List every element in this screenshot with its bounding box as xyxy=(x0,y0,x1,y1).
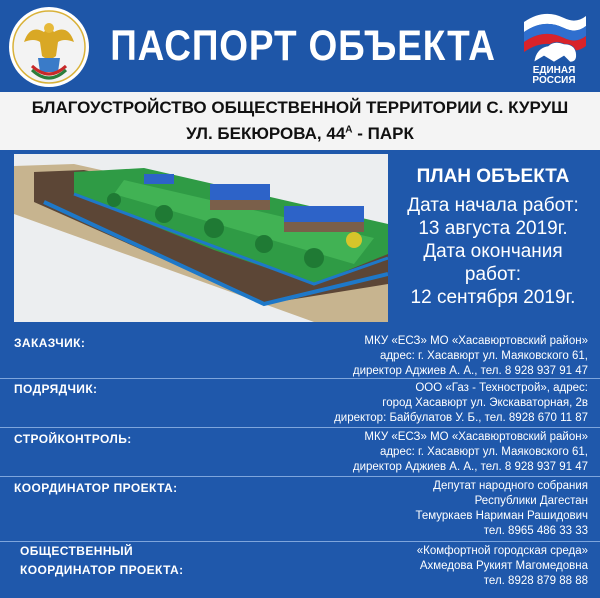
detail-line: МКУ «ЕСЗ» МО «Хасавюртовский район» xyxy=(364,431,588,443)
object-name-line-2 xyxy=(0,124,600,144)
detail-line: адрес: г. Хасавюрт ул. Маяковского 61, xyxy=(379,446,588,458)
start-label: Дата начала работ: xyxy=(407,195,579,216)
detail-line: директор: Байбулатов У. Б., тел. 8928 670 11 87 xyxy=(334,412,588,424)
object-plan-image xyxy=(14,154,388,322)
customer-label: ЗАКАЗЧИК: xyxy=(14,336,86,350)
detail-line: Темуркаев Нариман Рашидович xyxy=(415,510,588,522)
detail-line: тел. 8928 879 88 88 xyxy=(483,575,588,587)
detail-line: директор Аджиев А. А., тел. 8 928 937 91 47 xyxy=(352,365,588,377)
page-title: ПАСПОРТ ОБЪЕКТА xyxy=(110,21,496,70)
detail-line: Ахмедова Рукият Магомедовна xyxy=(419,560,588,572)
project-coordinator-info xyxy=(415,479,588,539)
park-model-render xyxy=(14,154,388,322)
contractor-info xyxy=(334,381,588,426)
end-label-1: Дата окончания xyxy=(423,241,563,262)
plan-heading: ПЛАН ОБЪЕКТА xyxy=(416,166,570,187)
object-name-line-1: БЛАГОУСТРОЙСТВО ОБЩЕСТВЕННОЙ ТЕРРИТОРИИ С. КУРУШ xyxy=(31,98,569,117)
public-coordinator-label-1: ОБЩЕСТВЕННЫЙ xyxy=(20,544,134,558)
start-date: 13 августа 2019г. xyxy=(418,218,568,239)
party-bear-flag-icon xyxy=(514,4,594,66)
party-logo xyxy=(514,4,594,90)
public-coordinator-label-2: КООРДИНАТОР ПРОЕКТА: xyxy=(20,563,184,577)
customer-info xyxy=(353,334,588,379)
construction-control-label: СТРОЙКОНТРОЛЬ: xyxy=(14,432,132,446)
public-coordinator-info xyxy=(417,544,588,589)
detail-line: ООО «Газ - Технострой», адрес: xyxy=(415,382,588,394)
party-name-line-2: РОССИЯ xyxy=(532,75,576,86)
plan-panel xyxy=(390,166,596,309)
detail-line: город Хасавюрт ул. Экскаваторная, 2в xyxy=(382,397,588,409)
customer-row xyxy=(0,330,600,379)
detail-line: тел. 8965 486 33 33 xyxy=(483,525,588,537)
end-label-2: работ: xyxy=(464,264,522,285)
header xyxy=(0,0,600,92)
public-coordinator-row xyxy=(0,542,600,596)
detail-line: директор Аджиев А. А., тел. 8 928 937 91 47 xyxy=(352,461,588,473)
object-address-letter: А xyxy=(345,124,353,136)
detail-line: «Комфортной городская среда» xyxy=(416,545,588,557)
party-name xyxy=(514,66,594,86)
object-address: УЛ. БЕКЮРОВА, 44 xyxy=(186,124,346,143)
detail-line: Депутат народного собрания xyxy=(433,480,588,492)
contractor-label: ПОДРЯДЧИК: xyxy=(14,382,98,396)
project-coordinator-label: КООРДИНАТОР ПРОЕКТА: xyxy=(14,481,178,495)
party-name-line-1: ЕДИНАЯ xyxy=(532,65,576,76)
detail-line: адрес: г. Хасавюрт ул. Маяковского 61, xyxy=(379,350,588,362)
detail-line: МКУ «ЕСЗ» МО «Хасавюртовский район» xyxy=(364,335,588,347)
construction-control-info xyxy=(353,430,588,475)
public-coordinator-label xyxy=(20,544,184,577)
object-type: - ПАРК xyxy=(352,124,414,143)
detail-line: Республики Дагестан xyxy=(474,495,588,507)
construction-control-row xyxy=(0,428,600,477)
contractor-row xyxy=(0,379,600,428)
end-date: 12 сентября 2019г. xyxy=(410,287,576,308)
project-coordinator-row xyxy=(0,477,600,542)
dagestan-emblem-icon xyxy=(8,6,90,88)
